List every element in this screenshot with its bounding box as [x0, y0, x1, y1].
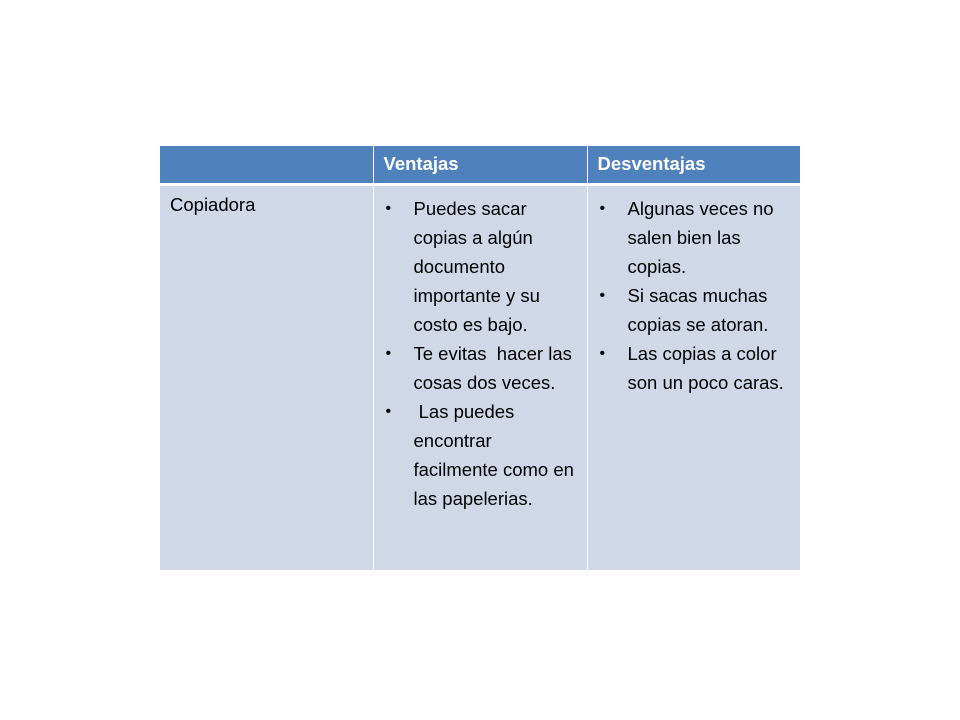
list-item-text: Las copias a color son un poco caras. — [627, 342, 784, 393]
ventajas-list — [384, 194, 580, 513]
list-item — [384, 339, 577, 397]
header-ventajas: Ventajas — [373, 146, 587, 184]
ventajas-cell — [373, 184, 587, 570]
bullet-icon: • — [385, 402, 392, 420]
row-label-cell — [160, 184, 373, 570]
header-row — [160, 146, 800, 184]
bullet-icon: • — [599, 199, 606, 217]
list-item — [598, 281, 791, 339]
desventajas-cell — [587, 184, 800, 570]
list-item-text: Te evitas hacer las cosas dos veces. — [413, 342, 577, 393]
list-item-text: Si sacas muchas copias se atoran. — [627, 284, 769, 335]
header-desventajas: Desventajas — [587, 146, 800, 184]
header-empty — [160, 146, 373, 184]
desventajas-list — [598, 194, 791, 397]
list-item-text: Las puedes encontrar facilmente como en las papelerias. — [413, 400, 580, 509]
list-item — [384, 194, 577, 339]
list-item-text: Algunas veces no salen bien las copias. — [627, 197, 774, 277]
row-label: Copiadora — [170, 193, 256, 215]
list-item — [384, 397, 580, 513]
comparison-table — [160, 146, 800, 570]
bullet-icon: • — [385, 344, 392, 362]
table-row — [160, 184, 800, 570]
list-item-text: Puedes sacar copias a algún documento importante y su costo es bajo. — [413, 197, 540, 335]
bullet-icon: • — [385, 199, 392, 217]
list-item — [598, 339, 791, 397]
bullet-icon: • — [599, 344, 606, 362]
bullet-icon: • — [599, 286, 606, 304]
list-item — [598, 194, 791, 281]
